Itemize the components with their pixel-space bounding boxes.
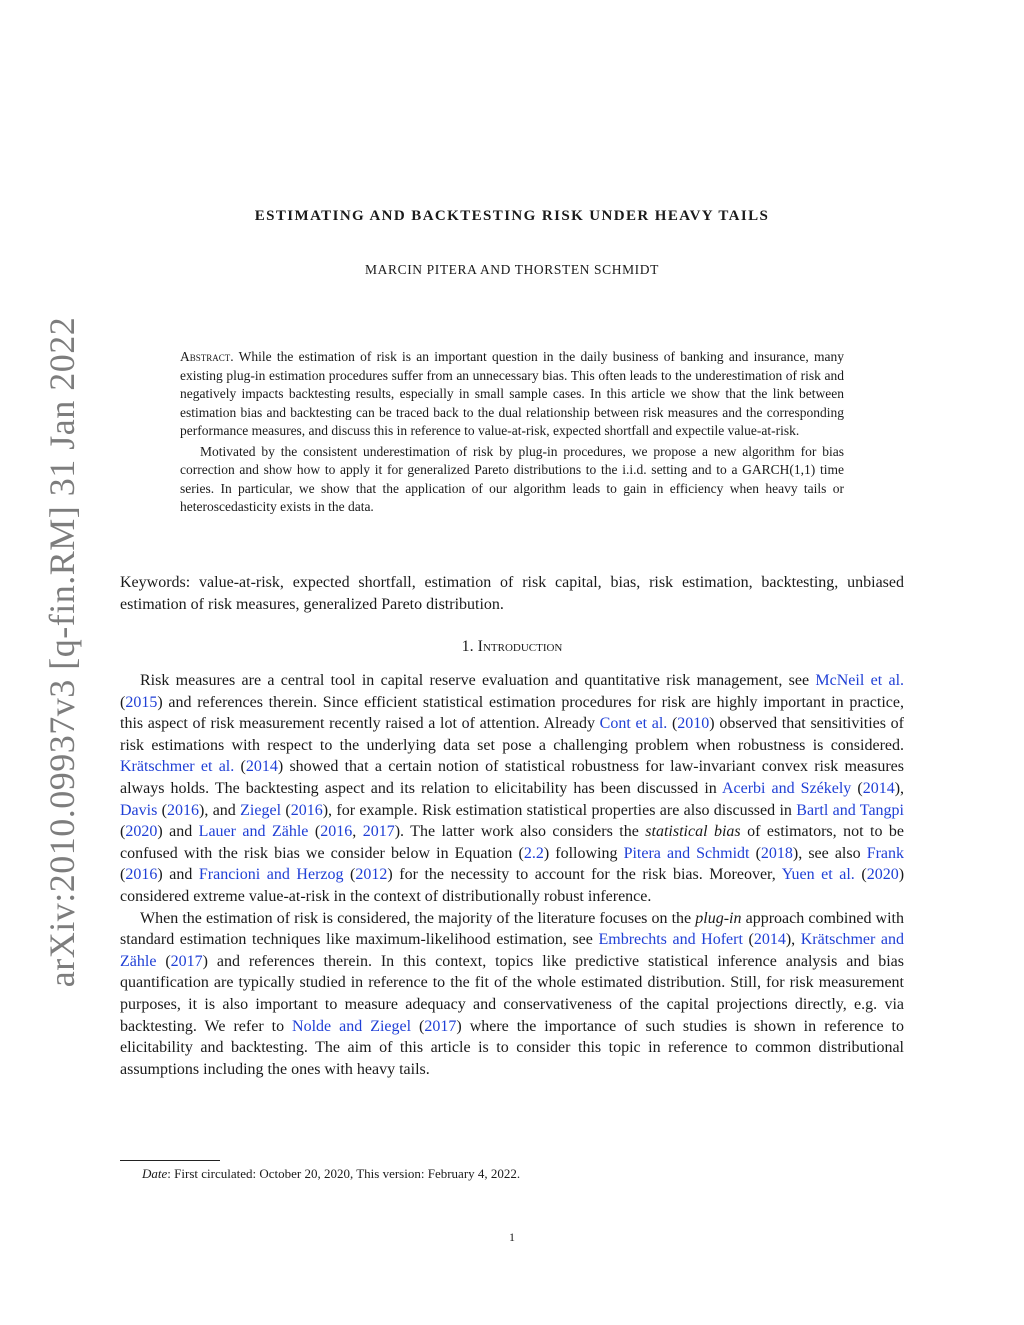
citation-link[interactable]: 2015 [125, 693, 158, 711]
introduction-body [120, 670, 904, 1080]
citation-link[interactable]: Acerbi and Székely [721, 779, 852, 797]
citation-link[interactable]: 2018 [760, 844, 793, 862]
arxiv-identifier-stamp: arXiv:2010.09937v3 [q-fin.RM] 31 Jan 2022 [42, 316, 82, 988]
abstract-text-1: While the estimation of risk is an important question in the daily business of banking and insurance, many existing plug-in estimation procedures suffer from an unnecessary bias. This often leads to the underestimation of risk and negatively impacts backtesting results, especially in small sample cases. In this article we show that the link between estimation bias and backtesting can be traced back to the dual relationship between risk measures and the corresponding performance measures, and discuss this in reference to value-at-risk, expected shortfall and expectile value-at-risk. [180, 349, 844, 438]
section-number: 1. [461, 638, 474, 655]
footnote-label: Date [142, 1166, 168, 1181]
footnote-text: : First circulated: October 20, 2020, This version: February 4, 2022. [167, 1166, 521, 1181]
citation-link[interactable]: Yuen et al. [781, 866, 855, 884]
section-title: Introduction [477, 638, 563, 655]
citation-link[interactable]: 2017 [424, 1017, 457, 1035]
citation-link[interactable]: 2020 [125, 823, 158, 841]
citation-link[interactable]: Davis [120, 801, 158, 819]
date-footnote [142, 1166, 520, 1182]
citation-link[interactable]: Krätschmer et al. [120, 758, 235, 776]
equation-reference-link[interactable]: 2.2 [523, 844, 544, 862]
citation-link[interactable]: Lauer and Zähle [198, 823, 309, 841]
section-heading-introduction [0, 638, 1024, 656]
citation-link[interactable]: 2020 [866, 866, 899, 884]
abstract-paragraph-1 [180, 348, 844, 441]
citation-link[interactable]: Nolde and Ziegel [292, 1017, 412, 1035]
citation-link[interactable]: McNeil et al. [815, 672, 905, 689]
introduction-paragraph-1: Risk measures are a central tool in capital reserve evaluation and quantitative risk management, see McNeil et al. (2015) and references therein. Since efficient statistical estimation procedures for risk are highly important in practice, this aspect of risk measurement recently raised a lot of attention. Already Cont et al. (2010) observed that sensitivities of risk estimations with respect to the underlying data set pose a challenging problem when robustness is considered. Krätschmer et al. (2014) showed that a certain notion of statistical robustness for law-invariant convex risk measures always holds. The backtesting aspect and its relation to elicitability has been discussed in Acerbi and Székely (2014), Davis (2016), and Ziegel (2016), for example. Risk estimation statistical properties are also discussed in Bartl and Tangpi (2020) and Lauer and Zähle (2016, 2017). The latter work also considers the statistical bias of estimators, not to be confused with the risk bias we consider below in Equation (2.2) following Pitera and Schmidt (2018), see also Frank (2016) and Francioni and Herzog (2012) for the necessity to account for the risk bias. Moreover, Yuen et al. (2020) considered extreme value-at-risk in the context of distributionally robust inference. [120, 672, 905, 905]
citation-link[interactable]: Krätschmer and Zähle [120, 931, 905, 970]
citation-link[interactable]: 2014 [245, 758, 278, 776]
introduction-paragraph-2: When the estimation of risk is considered, the majority of the literature focuses on the plug-in approach combined with standard estimation techniques like maximum-likelihood estimation, see Embrechts and Hofert (2014), Krätschmer and Zähle (2017) and references therein. In this context, topics like predictive statistical inference analysis and bias quantification are typically studied in reference to the fit of the whole estimated distribution. Still, for risk measurement purposes, it is also important to measure adequacy and conservativeness of the capital projections directly, e.g. via backtesting. We refer to Nolde and Ziegel (2017) where the importance of such studies is shown in reference to elicitability and backtesting. The aim of this article is to consider this topic in reference to common distributional assumptions including the ones with heavy tails. [120, 909, 905, 1078]
citation-link[interactable]: 2016 [167, 801, 200, 819]
citation-link[interactable]: Ziegel [240, 801, 282, 819]
footnote-divider [120, 1160, 220, 1161]
abstract-paragraph-2: Motivated by the consistent underestimation of risk by plug-in procedures, we propose a new algorithm for bias correction and show how to apply it for generalized Pareto distributions to the i.i.d. setting and to a GARCH(1,1) time series. In particular, we show that the application of our algorithm leads to gain in efficiency when heavy tails or heteroscedasticity exists in the data. [180, 443, 844, 514]
citation-link[interactable]: 2014 [753, 931, 786, 949]
citation-link[interactable]: Frank [866, 844, 905, 862]
citation-link[interactable]: Francioni and Herzog [198, 866, 344, 884]
citation-link[interactable]: 2016 [290, 801, 323, 819]
citation-link[interactable]: Embrechts and Hofert [598, 931, 743, 949]
page-number: 1 [509, 1230, 515, 1244]
citation-link[interactable]: 2017 [362, 823, 395, 841]
citation-link[interactable]: Bartl and Tangpi [796, 801, 904, 819]
paper-title: ESTIMATING AND BACKTESTING RISK UNDER HEAVY TAILS [254, 208, 770, 224]
emphasis: statistical bias [645, 823, 741, 841]
citation-link[interactable]: 2016 [125, 866, 158, 884]
citation-link[interactable]: 2012 [355, 866, 388, 884]
citation-link[interactable]: 2016 [320, 823, 353, 841]
keywords: Keywords: value-at-risk, expected shortfall, estimation of risk capital, bias, risk estimation, backtesting, unbiased estimation of risk measures, generalized Pareto distribution. [120, 574, 904, 613]
emphasis: plug-in [695, 909, 742, 927]
abstract-label: Abstract. [180, 349, 234, 364]
citation-link[interactable]: Cont et al. [599, 715, 668, 733]
paper-authors: MARCIN PITERA AND THORSTEN SCHMIDT [365, 262, 659, 277]
citation-link[interactable]: 2010 [677, 715, 710, 733]
citation-link[interactable]: 2014 [862, 779, 895, 797]
citation-link[interactable]: Pitera and Schmidt [623, 844, 750, 862]
citation-link[interactable]: 2017 [170, 952, 203, 970]
abstract [180, 348, 844, 517]
